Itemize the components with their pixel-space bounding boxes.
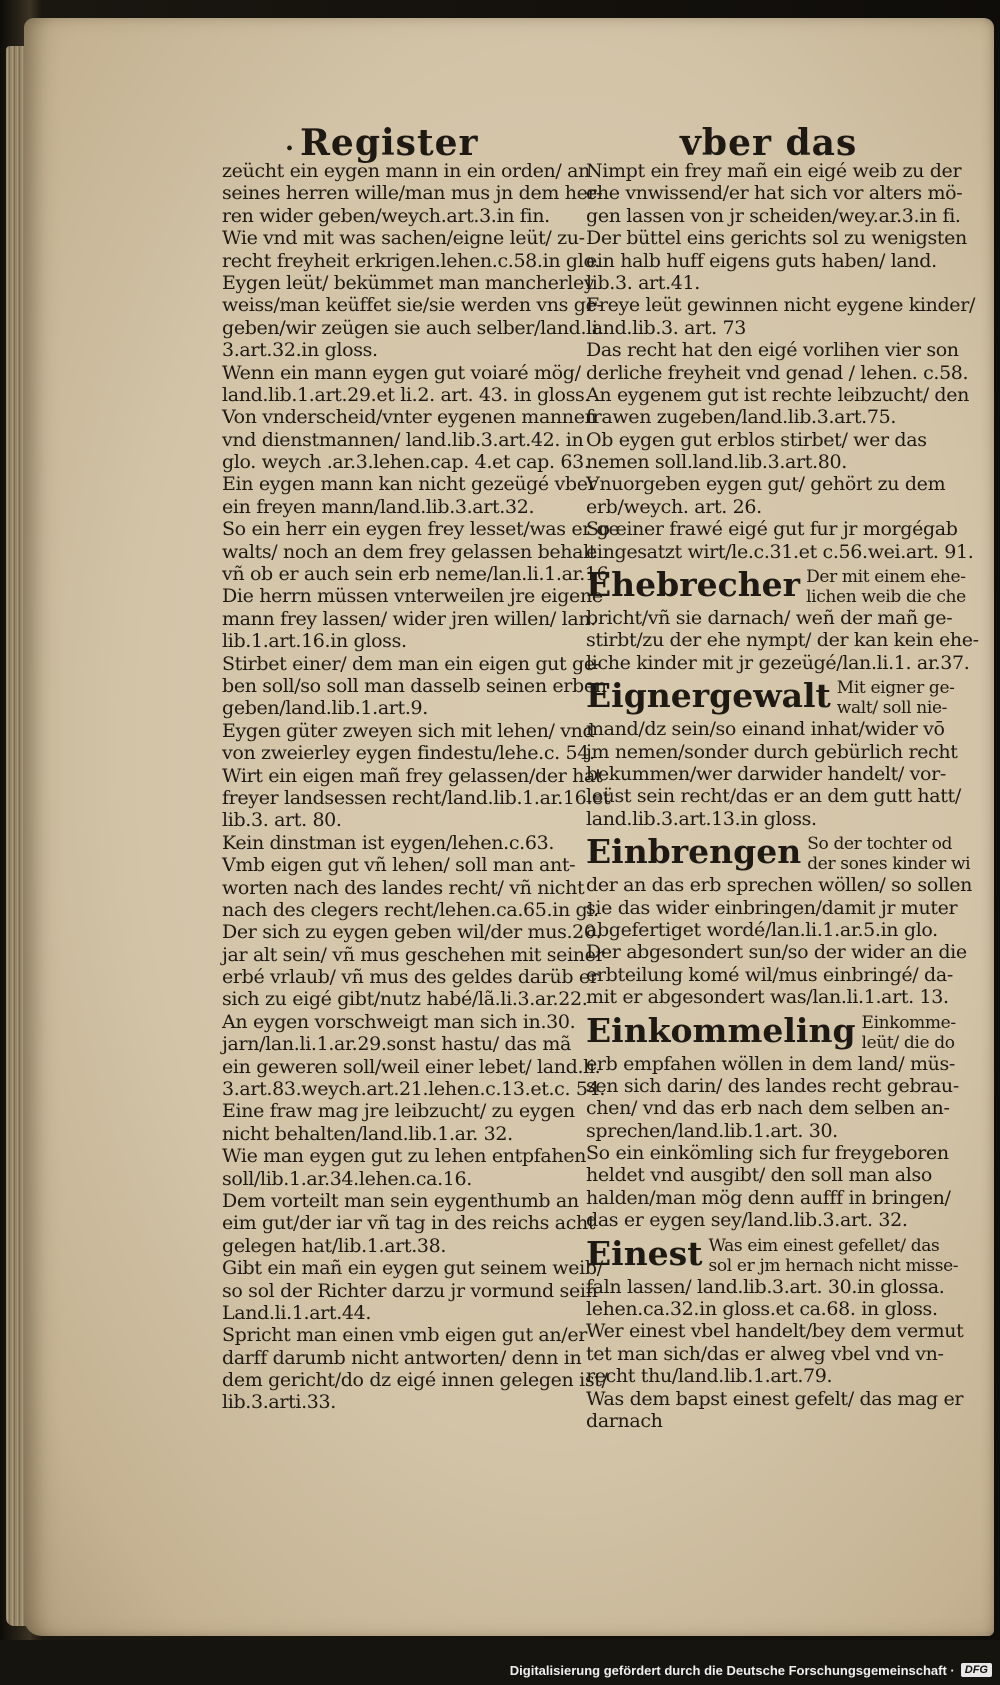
text-line: Kein dinstman ist eygen/lehen.c.63. xyxy=(222,831,555,854)
headword-eignergewalt: Eignergewalt xyxy=(586,676,831,716)
right-column xyxy=(586,160,979,1432)
text-line: Wenn ein mann eygen gut voiaré mög/ xyxy=(222,361,581,384)
text-line: jar alt sein/ vñ mus geschehen mit seiner xyxy=(222,943,605,966)
text-line: Ob eygen gut erblos stirbet/ wer das xyxy=(586,428,927,451)
text-line: 3.art.32.in gloss. xyxy=(222,339,378,362)
headword-side-line: Mit eigner ge- xyxy=(836,678,955,699)
text-line: bricht/vñ sie darnach/ weñ der mañ ge- xyxy=(586,607,953,630)
text-line: der an das erb sprechen wöllen/ so sollen xyxy=(586,874,973,897)
text-line: mit er abgesondert was/lan.li.1.art. 13. xyxy=(586,986,949,1009)
text-line: So einer frawé eigé gut fur jr morgégab xyxy=(586,518,958,541)
text-line: lib.3. art.41. xyxy=(586,271,700,294)
text-line: so sol der Richter darzu jr vormund sein xyxy=(222,1279,598,1302)
text-line: ein geweren soll/weil einer lebet/ land.li. xyxy=(222,1055,601,1078)
text-line: derliche freyheit vnd genad / lehen. c.58. xyxy=(586,361,969,384)
footer-credit: Digitalisierung gefördert durch die Deutsche Forschungsgemeinschaft · xyxy=(509,1662,955,1678)
text-line: recht thu/land.lib.1.art.79. xyxy=(586,1365,833,1388)
text-line: weiss/man keüffet sie/sie werden vns ge- xyxy=(222,294,603,317)
text-line: An eygen vorschweigt man sich in.30. xyxy=(222,1010,576,1033)
text-line: Eine fraw mag jre leibzucht/ zu eygen xyxy=(222,1100,575,1123)
text-line: Land.li.1.art.44. xyxy=(222,1301,372,1324)
text-line: ein halb huff eigens guts haben/ land. xyxy=(586,249,937,272)
text-line: stirbt/zu der ehe nympt/ der kan kein ehe- xyxy=(586,629,979,652)
text-line: soll/lib.1.ar.34.lehen.ca.16. xyxy=(222,1167,472,1190)
text-line: Stirbet einer/ dem man ein eigen gut ge- xyxy=(222,652,601,675)
text-line: Wie man eygen gut zu lehen entpfahen xyxy=(222,1145,587,1168)
text-line: vnd dienstmannen/ land.lib.3.art.42. in xyxy=(222,428,584,451)
text-line: vñ ob er auch sein erb neme/lan.li.1.ar.16 xyxy=(222,563,609,586)
text-line: lib.1.art.16.in gloss. xyxy=(222,630,407,653)
text-line: Vnuorgeben eygen gut/ gehört zu dem xyxy=(586,473,946,496)
text-line: jarn/lan.li.1.ar.29.sonst hastu/ das mã xyxy=(222,1033,571,1056)
text-line: Das recht hat den eigé vorlihen vier son xyxy=(586,339,959,362)
text-line: chen/ vnd das erb nach dem selben an- xyxy=(586,1097,950,1120)
text-line: nemen soll.land.lib.3.art.80. xyxy=(586,451,847,474)
text-line: Was dem bapst einest gefelt/ das mag er xyxy=(586,1387,964,1410)
text-line: lehen.ca.32.in gloss.et ca.68. in gloss. xyxy=(586,1298,938,1321)
text-line: erbteilung komé wil/mus einbringé/ da- xyxy=(586,963,953,986)
text-line: Wirt ein eigen mañ frey gelassen/der hat xyxy=(222,764,603,787)
text-line: heldet vnd ausgibt/ den soll man also xyxy=(586,1164,932,1187)
text-line: lib.3.arti.33. xyxy=(222,1391,336,1414)
running-head-right: vber das xyxy=(680,122,858,164)
text-line: zeücht ein eygen mann in ein orden/ an xyxy=(222,160,590,182)
head-ornament: • xyxy=(286,138,294,160)
text-line: land.lib.3.art.13.in gloss. xyxy=(586,807,817,830)
text-line: eingesatzt wirt/le.c.31.et c.56.wei.art. 91. xyxy=(586,540,974,563)
headword-ehebrecher: Ehebrecher xyxy=(586,565,801,605)
headword-einbrengen: Einbrengen xyxy=(586,832,802,872)
text-line: dem gericht/do dz eigé innen gelegen ist/ xyxy=(222,1369,608,1392)
text-line: ehe vnwissend/er hat sich vor alters mö- xyxy=(586,182,963,205)
text-line: Wie vnd mit was sachen/eigne leüt/ zu- xyxy=(222,227,585,250)
text-line: glo. weych .ar.3.lehen.cap. 4.et cap. 63. xyxy=(222,451,590,474)
text-line: geben/wir zeügen sie auch selber/land.li. xyxy=(222,316,604,339)
text-line: geben/land.lib.1.art.9. xyxy=(222,697,428,720)
text-line: abgefertiget wordé/lan.li.1.ar.5.in glo. xyxy=(586,918,938,941)
text-line: recht freyheit erkrigen.lehen.c.58.in glo. xyxy=(222,249,600,272)
text-line: land.lib.3. art. 73 xyxy=(586,316,747,339)
text-line: faln lassen/ land.lib.3.art. 30.in glossa. xyxy=(586,1275,945,1298)
text-line: halden/man mög denn aufff in bringen/ xyxy=(586,1186,951,1209)
headword-side-line: walt/ soll nie- xyxy=(836,698,948,719)
digitization-footer xyxy=(510,1660,992,1680)
text-line: Ein eygen mann kan nicht gezeügé vber xyxy=(222,473,597,496)
entry-einest xyxy=(586,1233,964,1433)
text-line: So ein herr ein eygen frey lesset/was er ge xyxy=(222,518,620,541)
text-line: das er eygen sey/land.lib.3.art. 32. xyxy=(586,1209,908,1232)
text-line: von zweierley eygen findestu/lehe.c. 54. xyxy=(222,742,595,765)
text-line: So ein einkömling sich fur freygeboren xyxy=(586,1142,949,1165)
text-line: Freye leüt gewinnen nicht eygene kinder/ xyxy=(586,294,975,317)
text-line: An eygenem gut ist rechte leibzucht/ den xyxy=(586,383,970,406)
text-line: erb/weych. art. 26. xyxy=(586,495,762,518)
text-line: Spricht man einen vmb eigen gut an/er xyxy=(222,1324,587,1347)
headword-side-line: Was eim einest gefellet/ das xyxy=(708,1235,940,1256)
headword-einkommeling: Einkommeling xyxy=(586,1010,856,1050)
entry-einbrengen xyxy=(586,832,973,1009)
text-line: Von vnderscheid/vnter eygenen mannen xyxy=(222,406,597,429)
right-intro-block xyxy=(586,160,975,563)
text-line: frawen zugeben/land.lib.3.art.75. xyxy=(586,406,897,429)
text-line: leüst sein recht/das er an dem gutt hatt/ xyxy=(586,785,961,808)
entry-einkommeling xyxy=(586,1010,959,1232)
headword-einest: Einest xyxy=(586,1233,703,1273)
text-line: Vmb eigen gut vñ lehen/ soll man ant- xyxy=(222,854,576,877)
text-line: Wer einest vbel handelt/bey dem vermut xyxy=(586,1320,964,1343)
text-line: gen lassen von jr scheiden/wey.ar.3.in fi. xyxy=(586,204,961,227)
text-line: 3.art.83.weych.art.21.lehen.c.13.et.c. 54. xyxy=(222,1078,606,1101)
text-line: nicht behalten/land.lib.1.ar. 32. xyxy=(222,1122,513,1145)
text-line: darff darumb nicht antworten/ denn in xyxy=(222,1346,582,1369)
headword-side-line: So der tochter od xyxy=(807,834,953,855)
running-head-left: Register xyxy=(300,122,479,164)
text-line: seines herren wille/man mus jn dem her- xyxy=(222,182,603,205)
text-line: freyer landsessen recht/land.lib.1.ar.16.et xyxy=(222,786,611,809)
text-line: sen sich darin/ des landes recht gebrau- xyxy=(586,1074,959,1097)
headword-side-line: Einkomme- xyxy=(861,1012,956,1033)
text-line: Der abgesondert sun/so der wider an die xyxy=(586,941,967,964)
headword-side-line: lichen weib die che xyxy=(806,587,966,608)
text-line: darnach xyxy=(586,1409,663,1432)
text-line: erbé vrlaub/ vñ mus des geldes darüb er xyxy=(222,966,599,989)
text-line: Dem vorteilt man sein eygenthumb an xyxy=(222,1189,579,1212)
text-line: Gibt ein mañ ein eygen gut seinem weib/ xyxy=(222,1257,603,1280)
text-line: walts/ noch an dem frey gelassen behalt xyxy=(222,540,597,563)
text-line: eim gut/der iar vñ tag in des reichs acht xyxy=(222,1212,596,1235)
text-line: gelegen hat/lib.1.art.38. xyxy=(222,1234,447,1257)
text-line: ben soll/so soll man dasselb seinen erben xyxy=(222,674,607,697)
text-line: Der büttel eins gerichts sol zu wenigsten xyxy=(586,227,967,250)
text-line: mann frey lassen/ wider jren willen/ lan. xyxy=(222,607,596,630)
headword-side-line: sol er jm hernach nicht misse- xyxy=(708,1255,959,1276)
text-line: Der sich zu eygen geben wil/der mus.20. xyxy=(222,921,602,944)
text-line: ein freyen mann/land.lib.3.art.32. xyxy=(222,495,535,518)
text-line: Eygen güter zweyen sich mit lehen/ vnd xyxy=(222,719,595,742)
text-line: liche kinder mit jr gezeügé/lan.li.1. ar.37. xyxy=(586,651,970,674)
text-line: tet man sich/das er alweg vbel vnd vn- xyxy=(586,1342,944,1365)
text-line: worten nach des landes recht/ vñ nicht xyxy=(222,876,585,899)
headword-side-line: Der mit einem ehe- xyxy=(806,567,966,588)
text-line: nach des clegers recht/lehen.ca.65.in gl. xyxy=(222,898,599,921)
text-line: erb empfahen wöllen in dem land/ müs- xyxy=(586,1052,955,1075)
text-line: Die herrn müssen vnterweilen jre eigene xyxy=(222,585,603,608)
text-line: bekummen/wer darwider handelt/ vor- xyxy=(586,762,946,785)
text-line: Eygen leüt/ bekümmet man mancherley xyxy=(222,271,595,294)
headword-side-line: leüt/ die do xyxy=(861,1032,955,1053)
text-line: sich zu eigé gibt/nutz habé/lã.li.3.ar.22. xyxy=(222,988,588,1011)
text-line: ren wider geben/weych.art.3.in fin. xyxy=(222,204,550,227)
text-line: lib.3. art. 80. xyxy=(222,809,342,832)
text-line: mand/dz sein/so einand inhat/wider vō xyxy=(586,718,945,741)
text-line: jm nemen/sonder durch gebürlich recht xyxy=(586,740,958,763)
left-column xyxy=(222,160,620,1414)
entry-eignergewalt xyxy=(586,676,961,830)
text-line: sie das wider einbringen/damit jr muter xyxy=(586,896,958,919)
text-line: Nimpt ein frey mañ ein eigé weib zu der xyxy=(586,160,962,182)
entry-ehebrecher xyxy=(586,565,979,674)
dfg-logo: DFG xyxy=(961,1663,992,1677)
text-line: sprechen/land.lib.1.art. 30. xyxy=(586,1119,838,1142)
headword-side-line: der sones kinder wi xyxy=(807,854,971,875)
text-line: land.lib.1.art.29.et li.2. art. 43. in gloss. xyxy=(222,383,591,406)
